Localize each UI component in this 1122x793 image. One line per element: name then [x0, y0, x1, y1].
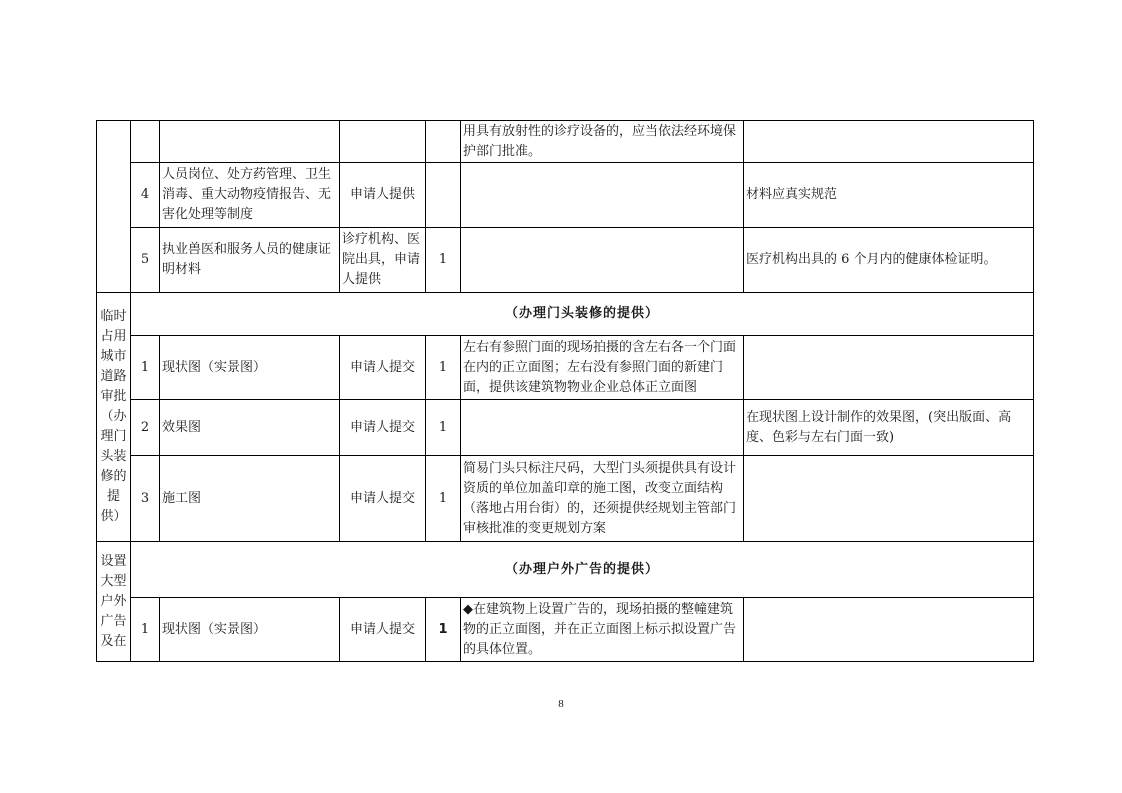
- material-note: 左右有参照门面的现场拍摄的含左右各一个门面在内的正立面图；左右没有参照门面的新建门面，提供该建筑物物业企业总体正立面图: [461, 336, 744, 400]
- item-number: 1: [131, 598, 160, 662]
- copy-count: 1: [426, 400, 461, 456]
- copy-count: [426, 121, 461, 163]
- material-source: 诊疗机构、医院出具，申请人提供: [340, 228, 426, 293]
- table-row: [97, 400, 1034, 456]
- material-name: 人员岗位、处方药管理、卫生消毒、重大动物疫情报告、无害化处理等制度: [160, 163, 340, 228]
- material-remark: 材料应真实规范: [744, 163, 1034, 228]
- material-name: [160, 121, 340, 163]
- table-row: [97, 456, 1034, 542]
- material-name: 效果图: [160, 400, 340, 456]
- material-note: 用具有放射性的诊疗设备的，应当依法经环境保护部门批准。: [461, 121, 744, 163]
- material-name: 现状图（实景图）: [160, 336, 340, 400]
- item-number: 2: [131, 400, 160, 456]
- material-name: 施工图: [160, 456, 340, 542]
- copy-count: 1: [426, 456, 461, 542]
- table-row: [97, 598, 1034, 662]
- section-heading-row: [97, 542, 1034, 598]
- material-source: 申请人提交: [340, 598, 426, 662]
- material-source: 申请人提交: [340, 336, 426, 400]
- material-remark: 医疗机构出具的 6 个月内的健康体检证明。: [744, 228, 1034, 293]
- table-row: [97, 228, 1034, 293]
- section-heading: （办理户外广告的提供）: [131, 542, 1034, 598]
- material-note: 简易门头只标注尺码，大型门头须提供具有设计资质的单位加盖印章的施工图，改变立面结构（落地占用台街）的，还须提供经规划主管部门审核批准的变更规划方案: [461, 456, 744, 542]
- material-source: 申请人提交: [340, 400, 426, 456]
- section-label-cell: [97, 121, 131, 293]
- copy-count: [426, 163, 461, 228]
- table-row: [97, 121, 1034, 163]
- copy-count: 1: [426, 228, 461, 293]
- material-source: 申请人提交: [340, 456, 426, 542]
- material-remark: [744, 121, 1034, 163]
- section-heading-row: [97, 293, 1034, 336]
- item-number: 4: [131, 163, 160, 228]
- requirements-table: [96, 120, 1034, 662]
- item-number: [131, 121, 160, 163]
- copy-count: 1: [426, 598, 461, 662]
- item-number: 3: [131, 456, 160, 542]
- item-number: 5: [131, 228, 160, 293]
- material-source: [340, 121, 426, 163]
- material-source: 申请人提供: [340, 163, 426, 228]
- material-remark: 在现状图上设计制作的效果图，(突出版面、高度、色彩与左右门面一致): [744, 400, 1034, 456]
- table-row: [97, 163, 1034, 228]
- page-number: 8: [558, 698, 564, 710]
- material-name: 现状图（实景图）: [160, 598, 340, 662]
- material-note: [461, 163, 744, 228]
- section-label: 设置大型户外广告及在: [97, 542, 131, 662]
- material-remark: [744, 598, 1034, 662]
- table-row: [97, 336, 1034, 400]
- item-number: 1: [131, 336, 160, 400]
- section-heading: （办理门头装修的提供）: [131, 293, 1034, 336]
- material-note: ◆在建筑物上设置广告的，现场拍摄的整幢建筑物的正立面图，并在正立面图上标示拟设置广告的具体位置。: [461, 598, 744, 662]
- material-name: 执业兽医和服务人员的健康证明材料: [160, 228, 340, 293]
- material-remark: [744, 336, 1034, 400]
- copy-count: 1: [426, 336, 461, 400]
- material-remark: [744, 456, 1034, 542]
- section-label: 临时占用城市道路审批（办理门头装修的提供）: [97, 293, 131, 542]
- material-note: [461, 400, 744, 456]
- material-note: [461, 228, 744, 293]
